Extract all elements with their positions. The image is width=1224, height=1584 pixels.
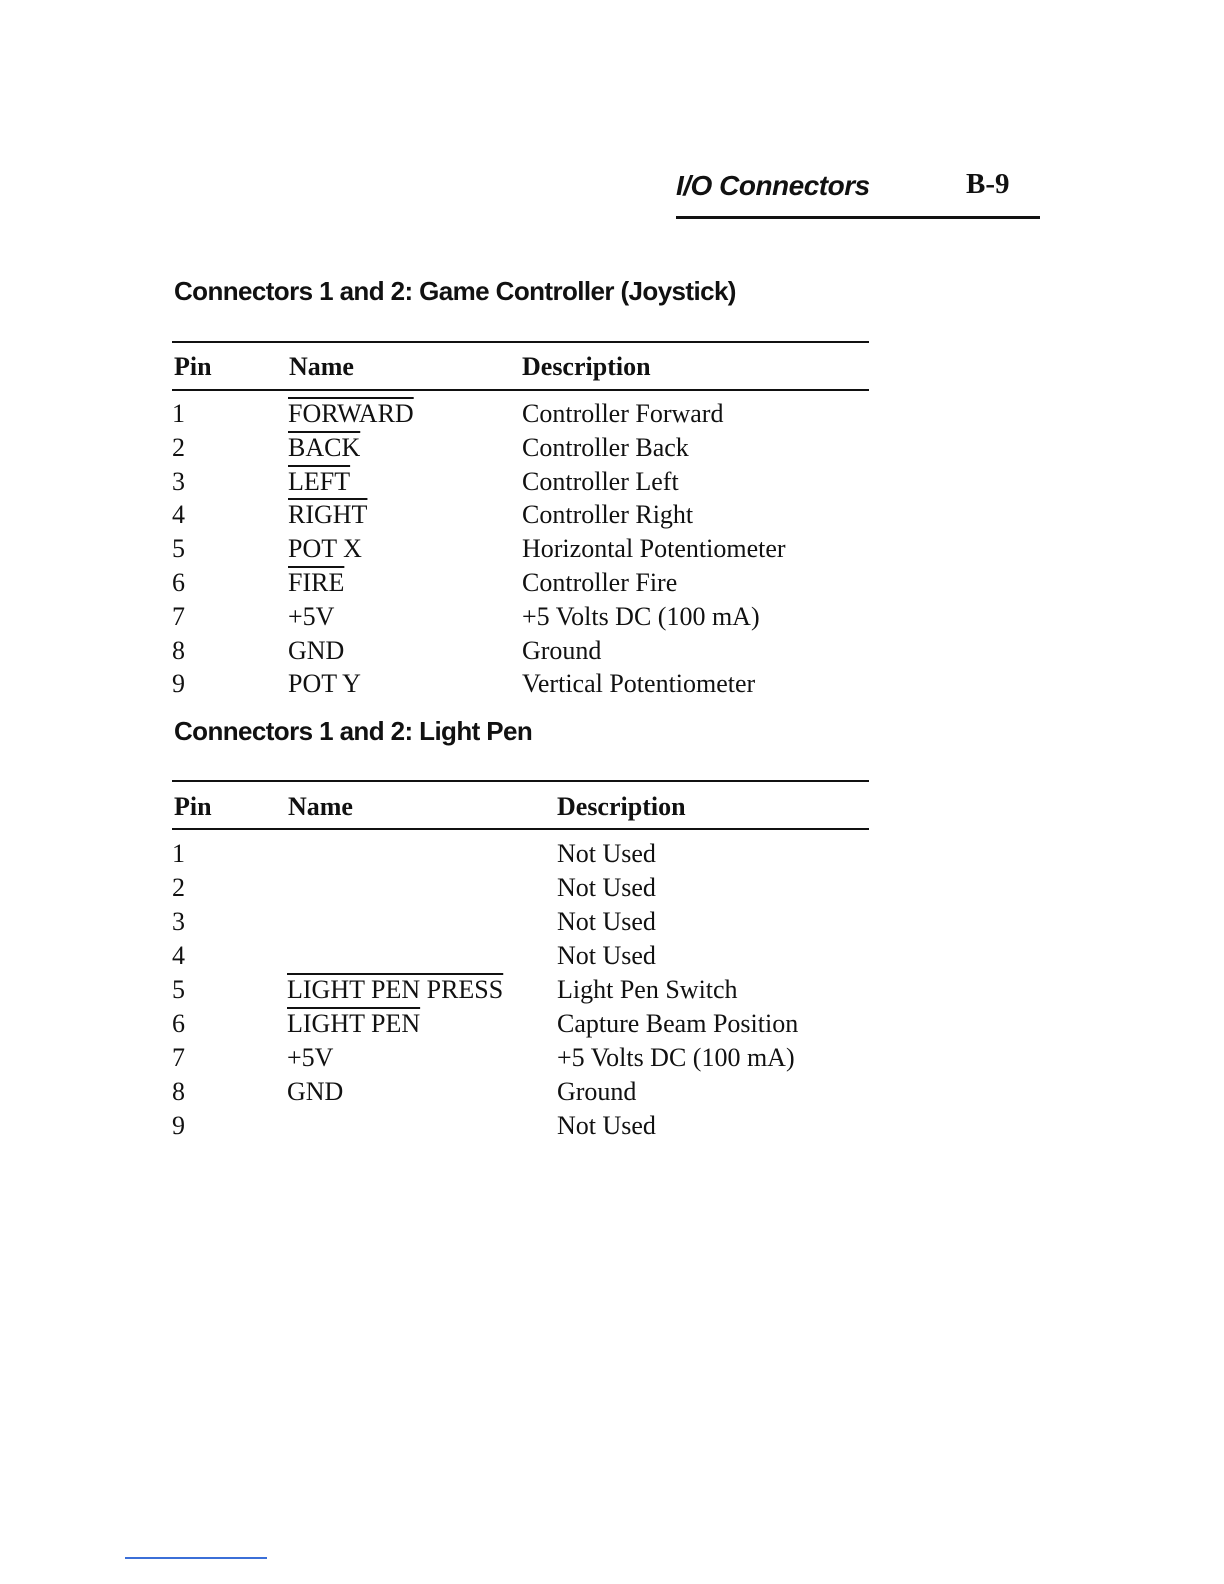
table-row	[0, 432, 1224, 466]
pin-cell: 3	[172, 466, 185, 496]
description-cell: Vertical Potentiometer	[522, 669, 756, 699]
pin-cell: 4	[172, 500, 185, 530]
joystick-col-pin: Pin	[174, 352, 212, 381]
pin-cell: 8	[172, 1077, 185, 1106]
signal-name-cell: LEFT	[288, 466, 351, 496]
table-row	[0, 533, 1224, 567]
signal-name-cell: BACK	[288, 432, 361, 462]
joystick-table-header-rule	[172, 389, 869, 391]
pin-cell: 4	[172, 941, 185, 970]
description-cell: Horizontal Potentiometer	[522, 534, 786, 564]
lightpen-col-name: Name	[288, 792, 353, 821]
description-cell: Not Used	[557, 941, 656, 970]
pin-cell: 6	[172, 568, 185, 597]
description-cell: Light Pen Switch	[557, 975, 738, 1004]
running-head	[676, 166, 1040, 219]
joystick-col-name: Name	[289, 352, 354, 381]
signal-name-cell: LIGHT PEN	[287, 1009, 421, 1038]
signal-name-cell: LIGHT PEN PRESS	[287, 975, 504, 1004]
footer-rule	[125, 1557, 267, 1559]
pin-cell: 3	[172, 907, 185, 936]
table-row	[0, 1042, 1224, 1076]
pin-cell: 7	[172, 601, 185, 631]
description-cell: Controller Back	[522, 432, 689, 462]
description-cell: Not Used	[557, 839, 656, 868]
description-cell: Not Used	[557, 907, 656, 936]
table-row	[0, 601, 1224, 635]
joystick-col-description: Description	[522, 352, 651, 381]
signal-name-cell: GND	[288, 635, 345, 665]
lightpen-table-header-rule	[172, 828, 869, 830]
lightpen-col-description: Description	[557, 792, 686, 821]
description-cell: Not Used	[557, 873, 656, 902]
table-row	[0, 940, 1224, 974]
lightpen-table-title: Connectors 1 and 2: Light Pen	[174, 716, 533, 746]
table-row	[0, 974, 1224, 1008]
table-row	[0, 668, 1224, 702]
signal-name-cell: POT Y	[288, 669, 361, 699]
signal-name-cell: +5V	[288, 601, 335, 631]
pin-cell: 1	[172, 399, 185, 428]
signal-name-cell: +5V	[287, 1043, 334, 1072]
signal-name-cell: FIRE	[288, 568, 345, 597]
table-row	[0, 872, 1224, 906]
table-row	[0, 1008, 1224, 1042]
pin-cell: 2	[172, 873, 185, 902]
signal-name-cell: RIGHT	[288, 500, 368, 530]
pin-cell: 5	[172, 534, 185, 564]
table-row	[0, 906, 1224, 940]
description-cell: Controller Fire	[522, 568, 678, 597]
signal-name-cell: FORWARD	[288, 399, 414, 428]
pin-cell: 5	[172, 975, 185, 1004]
pin-cell: 7	[172, 1043, 185, 1072]
signal-name-cell: GND	[287, 1077, 344, 1106]
running-head-title: I/O Connectors	[676, 170, 870, 201]
pin-cell: 6	[172, 1009, 185, 1038]
table-row	[0, 398, 1224, 432]
page-number: B-9	[966, 168, 1010, 200]
pin-cell: 1	[172, 839, 185, 868]
table-row	[0, 1110, 1224, 1144]
table-row	[0, 635, 1224, 669]
joystick-table-title: Connectors 1 and 2: Game Controller (Joystick)	[174, 276, 736, 306]
description-cell: Controller Forward	[522, 399, 724, 428]
joystick-table-top-rule	[172, 341, 869, 343]
table-row	[0, 466, 1224, 500]
description-cell: +5 Volts DC (100 mA)	[522, 601, 760, 631]
description-cell: Controller Left	[522, 466, 679, 496]
description-cell: Capture Beam Position	[557, 1009, 799, 1038]
table-row	[0, 1076, 1224, 1110]
description-cell: +5 Volts DC (100 mA)	[557, 1043, 795, 1072]
pin-cell: 2	[172, 432, 185, 462]
signal-name-cell: POT X	[288, 534, 362, 564]
description-cell: Controller Right	[522, 500, 694, 530]
table-row	[0, 567, 1224, 601]
pin-cell: 8	[172, 635, 185, 665]
description-cell: Ground	[557, 1077, 637, 1106]
lightpen-col-pin: Pin	[174, 792, 212, 821]
description-cell: Ground	[522, 635, 602, 665]
description-cell: Not Used	[557, 1111, 656, 1140]
table-row	[0, 499, 1224, 533]
table-row	[0, 838, 1224, 872]
lightpen-table-top-rule	[172, 780, 869, 782]
pin-cell: 9	[172, 669, 185, 699]
pin-cell: 9	[172, 1111, 185, 1140]
